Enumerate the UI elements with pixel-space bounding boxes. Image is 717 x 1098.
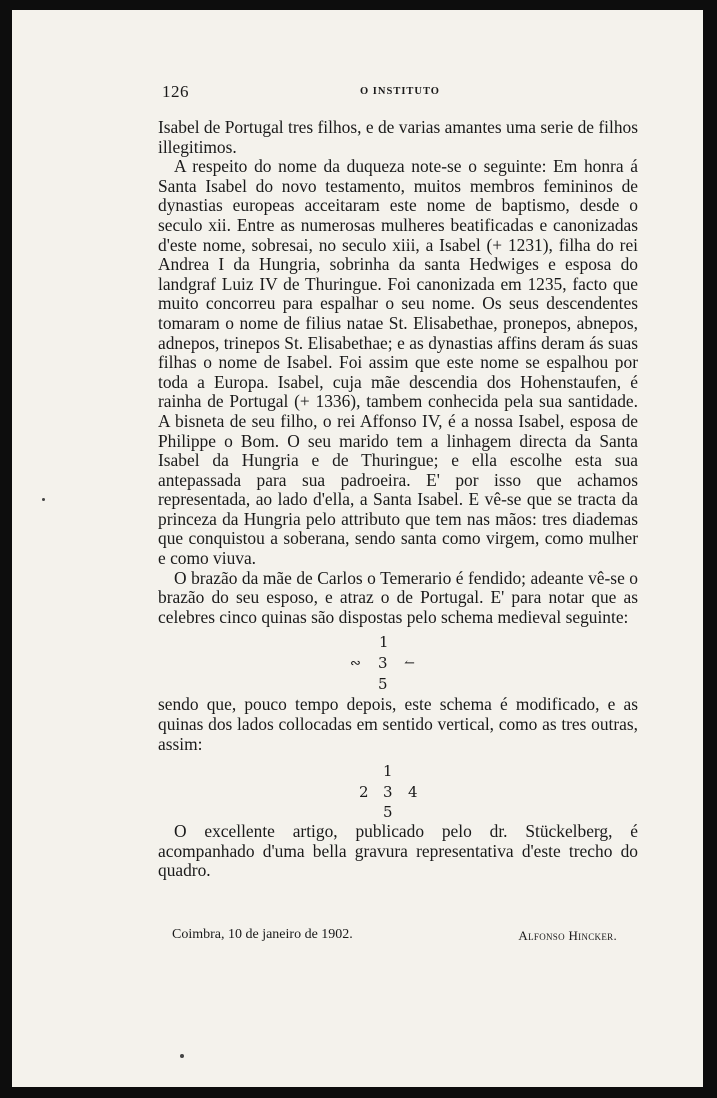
signature-place-date: Coimbra, 10 de janeiro de 1902. — [172, 927, 353, 942]
schema1-top: 1 — [379, 633, 389, 652]
schema1-right-sideways: ↼ — [404, 656, 415, 672]
paragraph-2: A respeito do nome da duqueza note-se o seguinte: Em honra á Santa Isabel do novo testamento, muitos membros femininos de dynastias europeas acceitaram este nome de baptismo, desde o seculo xii. Entre as numerosas mulheres beatificadas e canonizadas d'este nome, sobresai, no seculo xiii, a Isabel (+ 1231), filha do rei Andrea I da Hungria, sobrinha da santa Hedwiges e esposa do landgraf Luiz IV de Thuringue. Foi canonizada em 1235, facto que muito concorreu para espalhar o seu nome. Os seus descendentes tomaram o nome de filius natae St. Elisabethae, pronepos, abnepos, adnepos, trinepos St. Elisabethae; e as dynastias affins deram ás suas filhas o nome de Isabel. Foi assim que este nome se espalhou por toda a Europa. Isabel, cuja mãe descendia dos Hohenstaufen, é rainha de Portugal (+ 1336), tambem conhecida pela sua santidade. A bisneta de seu filho, o rei Affonso IV, é a nossa Isabel, esposa de Philippe o Bom. O seu marido tem a linhagem directa da Santa Isabel da Hungria e de Thuringue; e ella escolhe esta sua antepassada para sua padroeira. E' por isso que achamos representada, ao lado d'ella, a Santa Isabel. E vê-se que se tracta da princeza da Hungria pelo attributo que tem nas mãos: tres diademas que conquistou a soberana, sendo santa como virgem, como mulher e como viuva. — [158, 156, 638, 569]
quinas-schema-medieval — [158, 627, 638, 695]
schema2-middle: 3 — [383, 783, 393, 802]
page-header — [162, 80, 638, 104]
paragraph-4: sendo que, pouco tempo depois, este schema é modificado, e as quinas dos lados collocadas em sentido vertical, como as tres outras, assim: — [158, 694, 638, 754]
signature-author: Alfonso Hincker. — [518, 928, 617, 943]
schema1-bottom: 5 — [378, 675, 388, 694]
schema2-left: 2 — [359, 783, 369, 802]
body-text — [158, 118, 638, 881]
schema1-left-sideways: ∾ — [350, 656, 361, 672]
running-title: O INSTITUTO — [360, 86, 440, 97]
schema2-right: 4 — [408, 783, 418, 802]
paragraph-5: O excellente artigo, publicado pelo dr. Stückelberg, é acompanhado d'uma bella gravura representativa d'este trecho do quadro. — [158, 821, 638, 881]
schema2-bottom: 5 — [383, 803, 393, 822]
page-number: 126 — [162, 82, 189, 101]
ink-speck — [180, 1054, 184, 1058]
document-page — [12, 10, 703, 1087]
schema1-middle: 3 — [378, 654, 388, 673]
paragraph-1: Isabel de Portugal tres filhos, e de varias amantes uma serie de filhos illegitimos. — [158, 117, 638, 157]
ink-speck — [42, 498, 45, 501]
schema2-top: 1 — [383, 762, 393, 781]
quinas-schema-vertical — [158, 754, 638, 822]
paragraph-3: O brazão da mãe de Carlos o Temerario é fendido; adeante vê-se o brazão do seu esposo, e atraz o de Portugal. E' para notar que as celebres cinco quinas são dispostas pelo schema medieval seguinte: — [158, 567, 638, 627]
